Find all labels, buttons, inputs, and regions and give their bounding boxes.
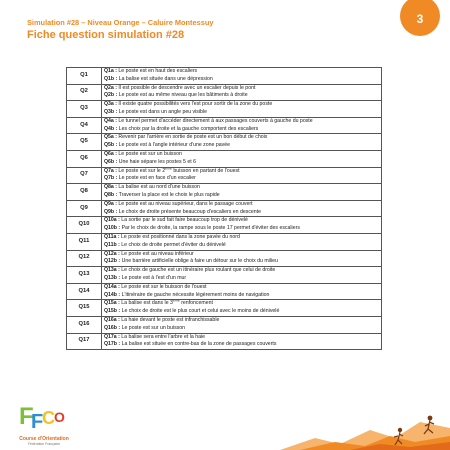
statement-text: Le poste est sur le 2 bbox=[116, 167, 166, 174]
statement-text: Le choix de droite présente beaucoup d'escaliers en descente bbox=[117, 208, 262, 215]
page-number-badge: 3 bbox=[400, 0, 440, 36]
question-row bbox=[67, 68, 382, 85]
statement-line bbox=[104, 101, 379, 109]
statement-line bbox=[104, 284, 379, 292]
statement-label: Q5a : bbox=[104, 134, 117, 141]
statement-text: Par le choix de droite, la rampe sous le poste 17 permet d'éviter des escaliers bbox=[120, 225, 300, 232]
statement-text: Revenir par l'arrière en sortie de poste est un bon début de choix bbox=[116, 134, 268, 141]
statement-text: La balise est située en contre-bas de la zone de passages couverts bbox=[120, 341, 277, 348]
statement-line bbox=[104, 134, 379, 142]
statement-line bbox=[104, 85, 379, 93]
statement-text: Le poste est au même niveau que les bâtiments à droite bbox=[117, 92, 248, 99]
statement-text-continued: buisson en partant de l'ouest bbox=[171, 167, 240, 174]
question-row bbox=[67, 117, 382, 134]
ordinal-superscript: ème bbox=[172, 300, 180, 303]
statement-text: Le tunnel permet d'accéder directement à aux passages couverts à gauche du poste bbox=[116, 117, 313, 124]
statement-text: Le poste est sur le buisson de l'ouest bbox=[119, 283, 207, 290]
statement-line bbox=[104, 242, 379, 250]
statement-line bbox=[104, 76, 379, 84]
question-number: Q16 bbox=[67, 316, 102, 333]
statement-line bbox=[104, 234, 379, 242]
question-statements bbox=[102, 233, 382, 250]
question-row bbox=[67, 316, 382, 333]
statement-line bbox=[104, 175, 379, 183]
statement-label: Q11a : bbox=[104, 233, 120, 240]
question-statements bbox=[102, 101, 382, 118]
orienteering-runners-illustration bbox=[280, 400, 450, 450]
svg-text:C: C bbox=[42, 408, 55, 428]
statement-text: Le choix de droite est le plus court et celui avec le moins de dénivelé bbox=[120, 308, 280, 315]
question-statements bbox=[102, 117, 382, 134]
statement-text: La haie devant le poste est infranchissable bbox=[119, 316, 220, 323]
question-row bbox=[67, 134, 382, 151]
question-row bbox=[67, 300, 382, 317]
statement-text: La balise est dans le 3 bbox=[119, 300, 173, 307]
statement-text: La balise est au nord d'une buisson bbox=[116, 184, 200, 191]
question-row bbox=[67, 84, 382, 101]
statement-label: Q3b : bbox=[104, 108, 118, 115]
statement-text: Le poste est positionné dans la zone pavée du nord bbox=[119, 233, 240, 240]
question-row bbox=[67, 200, 382, 217]
statement-line bbox=[104, 225, 379, 233]
question-row bbox=[67, 267, 382, 284]
statement-label: Q17b : bbox=[104, 341, 121, 348]
question-statements bbox=[102, 300, 382, 317]
statement-text: Le poste est à l'angle intérieur d'une zone pavée bbox=[117, 142, 230, 149]
question-number: Q7 bbox=[67, 167, 102, 184]
question-row bbox=[67, 217, 382, 234]
statement-label: Q8b : bbox=[104, 191, 118, 198]
ordinal-superscript: ème bbox=[165, 167, 172, 170]
statement-label: Q1b : bbox=[104, 75, 118, 82]
question-number: Q12 bbox=[67, 250, 102, 267]
statement-line bbox=[104, 308, 379, 316]
statement-line bbox=[104, 184, 379, 192]
statement-line bbox=[104, 109, 379, 117]
question-row bbox=[67, 333, 382, 350]
statement-label: Q2a : bbox=[104, 84, 117, 91]
statement-line bbox=[104, 209, 379, 217]
question-number: Q4 bbox=[67, 117, 102, 134]
statement-line bbox=[104, 126, 379, 134]
statement-label: Q6b : bbox=[104, 158, 118, 165]
page-title: Fiche question simulation #28 bbox=[27, 29, 185, 41]
statement-line bbox=[104, 142, 379, 150]
statement-label: Q16a : bbox=[104, 316, 120, 323]
question-number: Q13 bbox=[67, 267, 102, 284]
question-number: Q8 bbox=[67, 184, 102, 201]
statement-text: Le choix de gauche est un itinéraire plus roulant que celui de droite bbox=[119, 267, 276, 274]
statement-label: Q12a : bbox=[104, 250, 120, 257]
question-statements bbox=[102, 250, 382, 267]
statement-line bbox=[104, 275, 379, 283]
statement-line bbox=[104, 118, 379, 126]
question-number: Q10 bbox=[67, 217, 102, 234]
statement-line bbox=[104, 92, 379, 100]
statement-line bbox=[104, 251, 379, 259]
question-number: Q14 bbox=[67, 283, 102, 300]
statement-text: Le poste est au niveau inférieur bbox=[119, 250, 194, 257]
statement-line bbox=[104, 341, 379, 349]
statement-line bbox=[104, 159, 379, 167]
statement-line bbox=[104, 300, 379, 308]
question-row bbox=[67, 233, 382, 250]
question-number: Q1 bbox=[67, 68, 102, 85]
statement-line bbox=[104, 217, 379, 225]
statement-line bbox=[104, 192, 379, 200]
statement-label: Q13a : bbox=[104, 267, 120, 274]
statement-line bbox=[104, 291, 379, 303]
question-statements bbox=[102, 184, 382, 201]
statement-text: Le poste est au niveau supérieur, dans le passage couvert bbox=[116, 200, 253, 207]
question-statements bbox=[102, 84, 382, 101]
question-number: Q15 bbox=[67, 300, 102, 317]
statement-label: Q15b : bbox=[104, 308, 121, 315]
statement-text: Il est possible de descendre avec un escalier depuis le pont bbox=[116, 84, 256, 91]
question-statements bbox=[102, 283, 382, 303]
statement-line bbox=[104, 334, 379, 342]
question-number: Q3 bbox=[67, 101, 102, 118]
question-statements bbox=[102, 167, 382, 184]
statement-text: Traverser la place est le choix le plus rapide bbox=[117, 191, 220, 198]
statement-label: Q12b : bbox=[104, 258, 121, 265]
question-number: Q11 bbox=[67, 233, 102, 250]
question-row bbox=[67, 184, 382, 201]
statement-label: Q10b : bbox=[104, 225, 121, 232]
question-row bbox=[67, 283, 382, 300]
svg-text:F: F bbox=[19, 403, 34, 430]
question-statements bbox=[102, 316, 382, 333]
statement-text: La balise est située dans une dépression bbox=[117, 75, 213, 82]
question-statements bbox=[102, 68, 382, 85]
question-number: Q17 bbox=[67, 333, 102, 350]
statement-label: Q14a : bbox=[104, 283, 120, 290]
logo-caption: Course d'Orientation bbox=[19, 436, 69, 442]
statement-label: Q7a : bbox=[104, 167, 117, 174]
statement-text: L'itinéraire de gauche nécessite légèrement moins de navigation bbox=[120, 291, 270, 298]
statement-text: Le poste est sur un buisson bbox=[120, 324, 186, 331]
statement-text: Le poste est en haut des escaliers bbox=[116, 68, 198, 74]
statement-line bbox=[104, 267, 379, 275]
statement-label: Q2b : bbox=[104, 92, 118, 99]
svg-text:O: O bbox=[54, 409, 65, 425]
statement-text: La sortie par le sud fait faire beaucoup trop de dénivelé bbox=[119, 217, 248, 224]
question-row bbox=[67, 250, 382, 267]
statement-text: Le choix de droite permet d'éviter du dénivelé bbox=[119, 241, 226, 248]
statement-label: Q6a : bbox=[104, 150, 117, 157]
statement-text: Le poste est en face d'un escalier bbox=[117, 175, 196, 182]
question-statements bbox=[102, 200, 382, 217]
statement-label: Q5b : bbox=[104, 142, 118, 149]
statement-label: Q4b : bbox=[104, 125, 118, 132]
question-number: Q9 bbox=[67, 200, 102, 217]
statement-label: Q10a : bbox=[104, 217, 120, 224]
statement-label: Q8a : bbox=[104, 184, 117, 191]
statement-label: Q11b : bbox=[104, 241, 120, 248]
statement-text: Les choix par la droite et la gauche comportent des escaliers bbox=[117, 125, 259, 132]
question-statements bbox=[102, 150, 382, 167]
statement-line bbox=[104, 168, 379, 176]
questions-table bbox=[66, 67, 382, 350]
statement-text: Une haie sépare les postes 5 et 6 bbox=[117, 158, 196, 165]
statement-label: Q17a : bbox=[104, 333, 120, 340]
statement-line bbox=[104, 258, 379, 266]
statement-text: Le poste est sur un buisson bbox=[116, 150, 182, 157]
question-statements bbox=[102, 333, 382, 350]
statement-text: Il existe quatre possibilités vers l'est pour sortir de la zone du poste bbox=[116, 101, 273, 108]
svg-text:F: F bbox=[31, 411, 44, 433]
question-number: Q5 bbox=[67, 134, 102, 151]
statement-line bbox=[104, 201, 379, 209]
question-statements bbox=[102, 267, 382, 284]
statement-label: Q16b : bbox=[104, 324, 121, 331]
statement-line bbox=[104, 68, 379, 76]
question-statements bbox=[102, 217, 382, 234]
page-subtitle: Simulation #28 – Niveau Orange – Caluire Montessuy bbox=[27, 18, 214, 27]
question-row bbox=[67, 101, 382, 118]
question-row bbox=[67, 167, 382, 184]
statement-label: Q13b : bbox=[104, 274, 121, 281]
statement-label: Q9a : bbox=[104, 200, 117, 207]
logo-subcaption: Fédération Française bbox=[27, 442, 61, 446]
statement-line bbox=[104, 325, 379, 333]
statement-text: Le poste est à l'est d'un mur bbox=[120, 274, 187, 281]
statement-text: Le poste est dans un angle peu visible bbox=[117, 108, 207, 115]
statement-line bbox=[104, 317, 379, 325]
statement-label: Q14b : bbox=[104, 291, 121, 298]
statement-label: Q3a : bbox=[104, 101, 117, 108]
statement-label: Q15a : bbox=[104, 300, 120, 307]
statement-label: Q4a : bbox=[104, 117, 117, 124]
statement-label: Q9b : bbox=[104, 208, 118, 215]
statement-label: Q1a : bbox=[104, 68, 117, 74]
question-number: Q6 bbox=[67, 150, 102, 167]
question-number: Q2 bbox=[67, 84, 102, 101]
statement-text: La balise sera entre l'arbre et la haie bbox=[119, 333, 206, 340]
statement-text-continued: renfoncement bbox=[179, 300, 213, 307]
question-statements bbox=[102, 134, 382, 151]
question-row bbox=[67, 150, 382, 167]
statement-line bbox=[104, 151, 379, 159]
statement-label: Q7b : bbox=[104, 175, 118, 182]
statement-text: Une barrière artificielle oblige à faire un détour sur le choix du milieu bbox=[120, 258, 278, 265]
